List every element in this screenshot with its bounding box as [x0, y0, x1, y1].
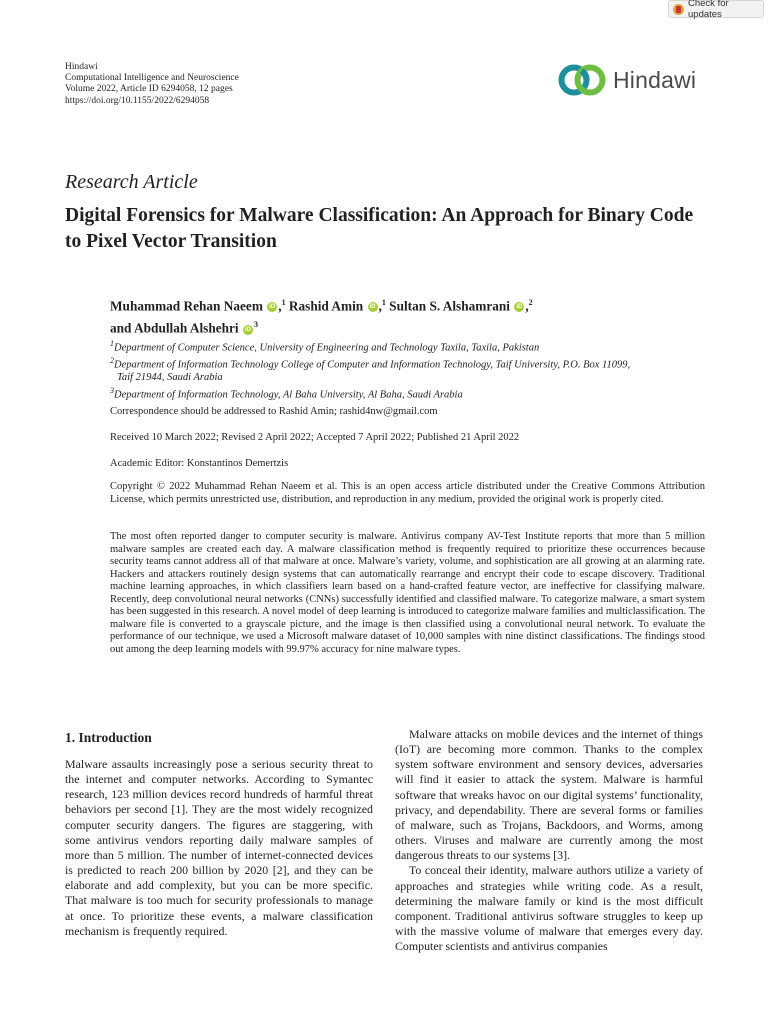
affiliation-continuation: Taif 21944, Saudi Arabia: [117, 372, 223, 384]
article-title: Digital Forensics for Malware Classification: An Approach for Binary Code to Pixel Vector Transition: [65, 205, 694, 252]
affiliation-item: $^3$Department of Information Technology, Al Baha University, Al Baha, Saudi Arabia: [110, 385, 463, 401]
hindawi-wordmark: Hindawi: [613, 66, 697, 93]
author-conjunction: and: [110, 320, 132, 336]
orcid-icon[interactable]: iD: [244, 326, 251, 333]
affiliations: [110, 338, 720, 402]
journal-name: Computational Intelligence and Neuroscience: [65, 73, 239, 84]
publication-dates: Received 10 March 2022; Revised 2 April 2022; Accepted 7 April 2022; Published 21 April 2022: [110, 432, 520, 443]
hindawi-logo-icon: [557, 62, 607, 98]
author-affiliation-mark: 1: [381, 298, 386, 307]
journal-meta: [65, 62, 239, 107]
orcid-icon[interactable]: iD: [369, 304, 376, 311]
publisher-name: Hindawi: [65, 62, 98, 72]
copyright-notice: Copyright © 2022 Muhammad Rehan Naeem et al. This is an open access article distributed under the Creative Commons Attribution License, which permits unrestricted use, distribution, and reproduction in any medium, provided the original work is properly cited.: [110, 481, 705, 505]
author-name: Sultan S. Alshamrani: [389, 298, 510, 314]
author-affiliation-mark: 2: [528, 298, 533, 307]
affiliation-item: $^2$Department of Information Technology College of Computer and Information Technology, Taif University, P.O. Box 11099,: [110, 356, 631, 371]
author-affiliation-mark: 3: [253, 320, 258, 330]
abstract: The most often reported danger to computer security is malware. Antivirus company AV-Test Institute reports that more than 5 million malware samples are created each day. A malware classification method is frequently required to prioritize these occurrences because security teams cannot address all of that malware at once. Malware’s variety, volume, and sophistication are all growing at an alarming rate. Hackers and attackers routinely design systems that can automatically rearrange and encrypt their code to escape discovery. Traditional machine learning approaches, in which classifiers learn based on a hand-crafted feature vector, are ineffective for classifying malware. Recently, deep convolutional neural networks (CNNs) successfully identified and classified malware. To categorize malware, a smart system has been suggested in this research. A novel model of deep learning is introduced to categorize malware families and multiclassification. The malware file is converted to a grayscale picture, and the image is then classified using a convolutional neural network. To evaluate the performance of our technique, we used a Microsoft malware dataset of 10,000 samples with nine distinct classifications. The findings stood out among the deep learning models with 99.97% accuracy for nine malware types.: [110, 531, 705, 655]
author-list: Muhammad Rehan Naeem iD ,$^1$ Rashid Amin iD ,$^1$ Sultan S. Alshamrani iD ,$^2$ and Abdullah Alshehri $iD^3$: [110, 298, 533, 336]
article-type: Research Article: [65, 171, 198, 193]
section-heading: 1. Introduction: [65, 730, 152, 745]
doi-link[interactable]: https://doi.org/10.1155/2022/6294058: [65, 95, 210, 106]
correspondence: Correspondence should be addressed to Rashid Amin; rashid4nw@gmail.com: [110, 406, 438, 417]
body-paragraph: Malware assaults increasingly pose a serious security threat to the internet and computer networks. According to Symantec research, 123 million devices record hundreds of harmful threat behaviors per second [1]. They are the most widely recognized computer security dangers. The figures are staggering, with some antivirus vendors reporting daily malware samples of more than 5 million. The number of internet-connected devices is predicted to reach 200 billion by 2020 [2], and they can be elaborate and add complexity, but you can be more specific. That malware is too much for security professionals to manage at once. To prioritize these events, a malware classification mechanism is frequently required.: [65, 757, 373, 938]
hindawi-logo: [557, 62, 696, 98]
author-name: Rashid Amin: [288, 298, 364, 314]
affiliation-item: $^1$Department of Computer Science, University of Engineering and Technology Taxila, Taxila, Pakistan: [110, 339, 540, 354]
volume-info: Volume 2022, Article ID 6294058, 12 pages: [65, 84, 233, 95]
body-column-right: [395, 727, 703, 954]
update-icon: [673, 4, 684, 15]
body-column-left: [65, 757, 373, 939]
check-for-updates-button[interactable]: [668, 0, 764, 18]
check-for-updates-label: Check for updates: [688, 0, 729, 20]
academic-editor: Academic Editor: Konstantinos Demertzis: [110, 458, 289, 469]
author-name: Muhammad Rehan Naeem: [110, 298, 263, 314]
author-name: Abdullah Alshehri: [134, 320, 239, 336]
author-affiliation-mark: 1: [281, 298, 286, 307]
body-paragraph: Malware attacks on mobile devices and the internet of things (IoT) are becoming more common. Thanks to the complex system software environment and sensory devices, adversaries will find it easier to attack the system. Malware is harmful software that wreaks havoc on our digital systems’ functionality, privacy, and dependability. There are several forms or families of malware, such as Trojans, Backdoors, and Worms, among others. Viruses and malware are currently among the most dangerous threats to our systems [3].: [395, 727, 703, 863]
orcid-icon[interactable]: iD: [516, 304, 523, 311]
orcid-icon[interactable]: iD: [269, 304, 276, 311]
body-paragraph: To conceal their identity, malware authors utilize a variety of approaches and strategies while writing code. As a result, determining the malware family or kind is the most difficult component. Traditional antivirus software struggles to keep up with the massive volume of malware that emerges every day. Computer scientists and antivirus companies: [395, 863, 703, 954]
